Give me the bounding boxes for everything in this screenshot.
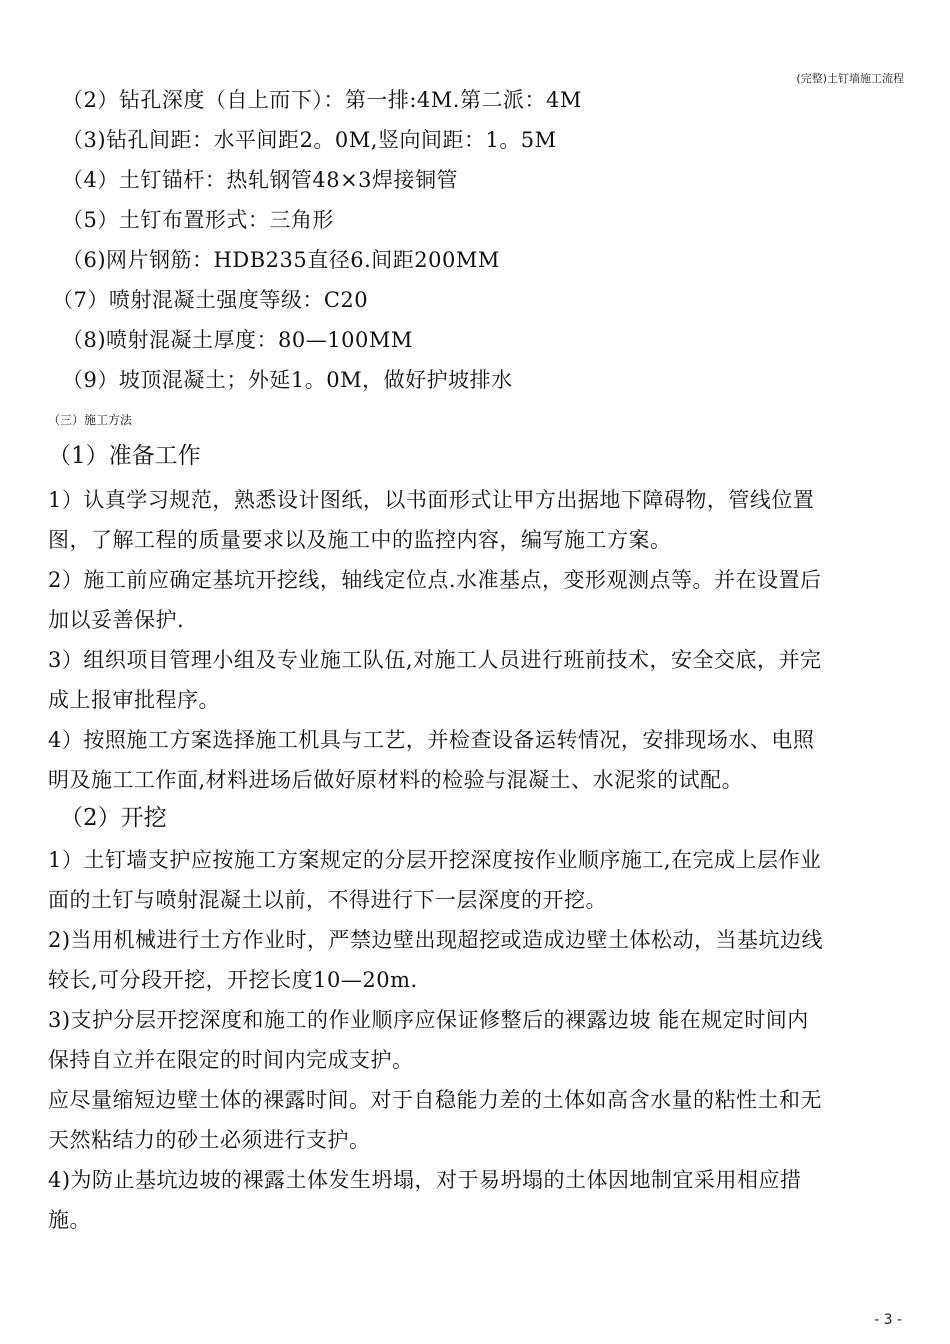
excavation-line: 较长,可分段开挖，开挖长度10—20m. bbox=[48, 968, 418, 992]
parameter-line: （4）土钉锚杆：热轧钢管48×3焊接铜管 bbox=[62, 168, 459, 192]
prep-line: 4）按照施工方案选择施工机具与工艺，并检查设备运转情况，安排现场水、电照 bbox=[48, 728, 815, 752]
document-header: (完整)土钉墙施工流程 bbox=[796, 72, 904, 85]
excavation-line: 4)为防止基坑边坡的裸露土体发生坍塌，对于易坍塌的土体因地制宜采用相应措 bbox=[48, 1168, 802, 1192]
prep-line: 明及施工工作面,材料进场后做好原材料的检验与混凝土、水泥浆的试配。 bbox=[48, 768, 744, 792]
parameter-line: （7）喷射混凝土强度等级：C20 bbox=[52, 288, 369, 312]
excavation-line: 天然粘结力的砂土必须进行支护。 bbox=[48, 1128, 371, 1152]
excavation-line: 应尽量缩短边壁土体的裸露时间。对于自稳能力差的土体如高含水量的粘性土和无 bbox=[48, 1088, 822, 1112]
prep-line: 成上报审批程序。 bbox=[48, 688, 220, 712]
parameter-line: （2）钻孔深度（自上而下）：第一排:4M.第二派：4M bbox=[62, 88, 582, 112]
prep-line: 加以妥善保护. bbox=[48, 608, 185, 632]
excavation-line: 3)支护分层开挖深度和施工的作业顺序应保证修整后的裸露边坡 能在规定时间内 bbox=[48, 1008, 809, 1032]
prep-line: 3）组织项目管理小组及专业施工队伍,对施工人员进行班前技术，安全交底，并完 bbox=[48, 648, 822, 672]
excavation-line: 施。 bbox=[48, 1208, 91, 1232]
excavation-line: 2)当用机械进行土方作业时，严禁边壁出现超挖或造成边壁土体松动，当基坑边线 bbox=[48, 928, 824, 952]
parameter-line: （8)喷射混凝土厚度：80—100MM bbox=[62, 328, 413, 352]
excavation-heading: （2）开挖 bbox=[60, 805, 167, 831]
parameter-line: （6)网片钢筋：HDB235直径6.间距200MM bbox=[62, 248, 500, 272]
excavation-line: 保持自立并在限定的时间内完成支护。 bbox=[48, 1048, 414, 1072]
page-number: - 3 - bbox=[874, 1312, 902, 1328]
prep-line: 1）认真学习规范，熟悉设计图纸，以书面形式让甲方出据地下障碍物，管线位置 bbox=[48, 488, 815, 512]
parameter-line: （3)钻孔间距：水平间距2。0M,竖向间距：1。5M bbox=[62, 128, 557, 152]
excavation-line: 1）土钉墙支护应按施工方案规定的分层开挖深度按作业顺序施工,在完成上层作业 bbox=[48, 848, 822, 872]
prep-line: 图，了解工程的质量要求以及施工中的监控内容，编写施工方案。 bbox=[48, 528, 672, 552]
prep-line: 2）施工前应确定基坑开挖线，轴线定位点.水准基点，变形观测点等。并在设置后 bbox=[48, 568, 822, 592]
parameter-line: （5）土钉布置形式：三角形 bbox=[62, 208, 334, 232]
parameter-line: （9）坡顶混凝土；外延1。0M，做好护坡排水 bbox=[62, 368, 513, 392]
excavation-line: 面的土钉与喷射混凝土以前，不得进行下一层深度的开挖。 bbox=[48, 888, 607, 912]
section-title: （三）施工方法 bbox=[48, 413, 133, 427]
prep-heading: （1）准备工作 bbox=[48, 443, 201, 469]
